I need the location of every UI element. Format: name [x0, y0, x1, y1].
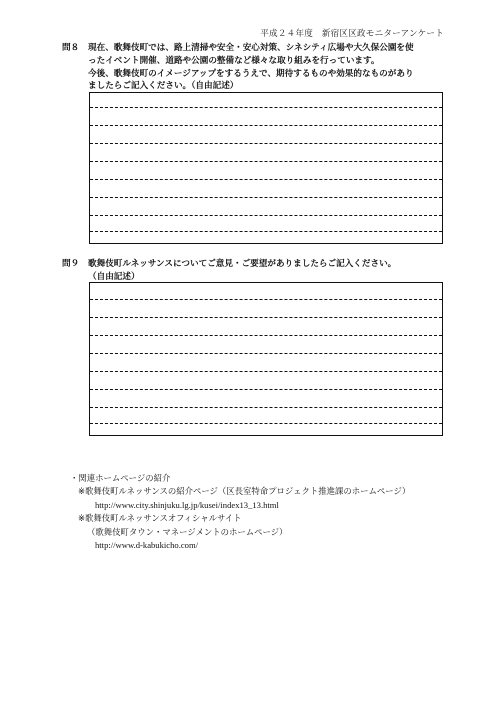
- question-8-line: ったイベント開催、道路や公園の整備など様々な取り組みを行っています。: [88, 55, 380, 66]
- link-2-url[interactable]: http://www.d-kabukicho.com/: [95, 540, 199, 551]
- answer-line: [90, 215, 442, 216]
- link-2-subtitle: （歌舞伎町タウン・マネージメントのホームページ）: [87, 526, 288, 537]
- link-2-title: ※歌舞伎町ルネッサンスオフィシャルサイト: [78, 513, 242, 524]
- question-9-line: （自由記述）: [88, 271, 140, 282]
- answer-line: [90, 335, 442, 336]
- link-1-title: ※歌舞伎町ルネッサンスの紹介ページ（区長室特命プロジェクト推進課のホームページ）: [78, 486, 411, 497]
- question-8-answer-box[interactable]: [89, 92, 443, 244]
- question-8-text: [88, 42, 452, 93]
- related-links-heading: ・関連ホームページの紹介: [70, 473, 171, 483]
- question-8-line: 現在、歌舞伎町では、路上清掃や安全・安心対策、シネシティ広場や大久保公園を使: [88, 43, 414, 53]
- answer-line: [90, 107, 442, 108]
- answer-line: [90, 125, 442, 126]
- answer-line: [90, 161, 442, 162]
- answer-line: [90, 389, 442, 390]
- question-9-number: 問９: [62, 259, 80, 269]
- question-8-line: 今後、歌舞伎町のイメージアップをするうえで、期待するものや効果的なものがあり: [88, 68, 414, 79]
- answer-line: [90, 371, 442, 372]
- answer-line: [90, 143, 442, 144]
- answer-line: [90, 353, 442, 354]
- page-header: 平成２４年度 新宿区区政モニターアンケート: [260, 29, 444, 39]
- answer-line: [90, 179, 442, 180]
- question-8-line: ましたらご記入ください。（自由記述）: [88, 81, 239, 92]
- answer-line: [90, 299, 442, 300]
- question-8-number: 問８: [62, 43, 80, 53]
- related-links: [70, 472, 410, 552]
- question-9-text: [88, 258, 452, 284]
- answer-line: [90, 231, 442, 232]
- question-9-answer-box[interactable]: [89, 282, 443, 436]
- question-8: [62, 42, 452, 93]
- question-9-line: 歌舞伎町ルネッサンスについてご意見・ご要望がありましたらご記入ください。: [88, 259, 397, 269]
- answer-line: [90, 197, 442, 198]
- answer-line: [90, 407, 442, 408]
- answer-line: [90, 317, 442, 318]
- question-9: [62, 258, 452, 284]
- link-1-url[interactable]: http://www.city.shinjuku.lg.jp/kusei/index13_13.html: [95, 499, 279, 510]
- answer-line: [90, 423, 442, 424]
